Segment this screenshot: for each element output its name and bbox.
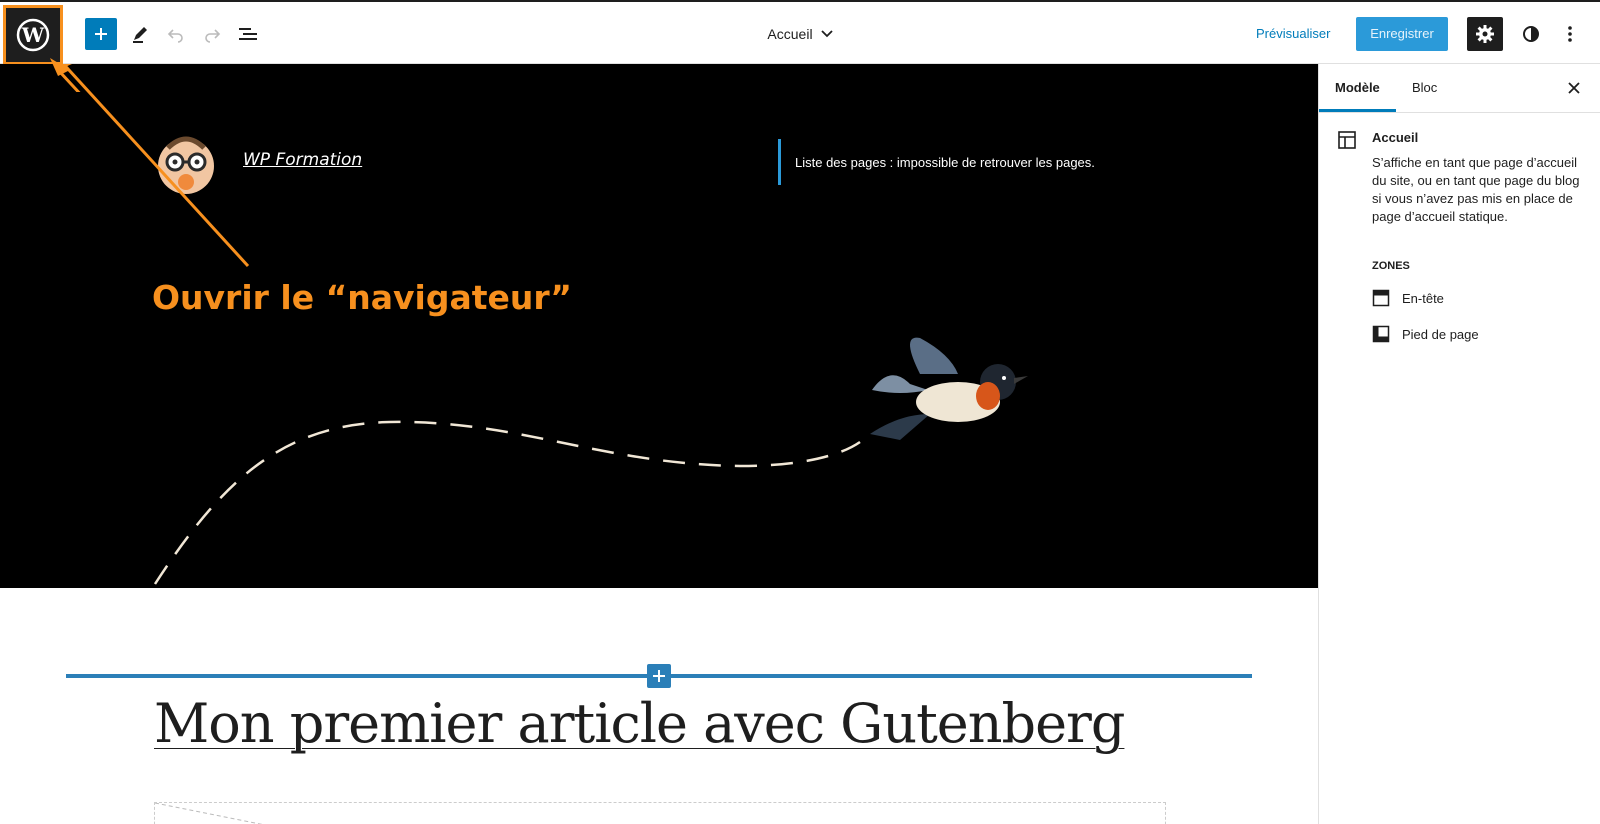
contrast-icon (1521, 24, 1541, 44)
annotation-arrowhead (44, 52, 84, 92)
sidebar-tabs (1319, 64, 1600, 113)
site-title-link[interactable]: WP Formation (243, 150, 363, 170)
chevron-down-icon (821, 30, 833, 38)
vertical-ellipsis-icon (1567, 25, 1573, 43)
plus-icon (652, 669, 666, 683)
template-layout-icon (1337, 130, 1357, 150)
block-inserter-button[interactable] (647, 664, 671, 688)
placeholder-diagonal (155, 803, 1165, 824)
zone-label: Pied de page (1402, 326, 1479, 342)
wordpress-icon (15, 17, 51, 53)
template-title: Accueil (1372, 130, 1419, 145)
preview-button[interactable]: Prévisualiser (1256, 26, 1331, 41)
zones-heading: ZONES (1372, 260, 1410, 272)
document-title-dropdown[interactable] (700, 2, 900, 66)
site-header-cover[interactable] (0, 64, 1318, 588)
close-icon (1568, 82, 1580, 94)
style-toggle-button[interactable] (1515, 18, 1547, 50)
zone-item-header[interactable] (1372, 286, 1444, 310)
header-zone-icon (1372, 289, 1390, 307)
close-sidebar-button[interactable] (1564, 78, 1584, 98)
redo-icon (202, 24, 222, 44)
list-view-button[interactable] (232, 18, 264, 50)
tools-button[interactable] (124, 18, 156, 50)
gear-icon (1475, 24, 1495, 44)
footer-zone-icon (1372, 325, 1390, 343)
plus-icon (93, 26, 109, 42)
featured-image-placeholder[interactable] (154, 802, 1166, 824)
settings-toggle-button[interactable] (1467, 17, 1503, 51)
undo-icon (166, 24, 186, 44)
save-button[interactable]: Enregistrer (1356, 17, 1448, 51)
tab-block[interactable]: Bloc (1412, 80, 1438, 95)
add-block-button[interactable] (85, 18, 117, 50)
redo-button[interactable] (196, 18, 228, 50)
zone-label: En-tête (1402, 290, 1444, 306)
post-title[interactable]: Mon premier article avec Gutenberg (154, 692, 1125, 755)
svg-text:W: W (21, 23, 45, 47)
undo-button[interactable] (160, 18, 192, 50)
editor-top-toolbar (0, 0, 1600, 64)
page-list-notice-text: Liste des pages : impossible de retrouver les pages. (795, 154, 1095, 170)
template-description: S’affiche en tant que page d’accueil du site, ou en tant que page du blog si vous n’avez pas mis en place de page d’accueil statique. (1372, 155, 1580, 224)
editor-canvas[interactable] (0, 64, 1318, 824)
list-view-icon (237, 24, 259, 44)
document-title: Accueil (767, 26, 813, 42)
tab-template[interactable]: Modèle (1319, 64, 1396, 112)
zone-item-footer[interactable] (1372, 322, 1479, 346)
settings-sidebar (1318, 64, 1600, 824)
annotation-label: Ouvrir le “navigateur” (152, 278, 572, 317)
more-options-button[interactable] (1554, 18, 1586, 50)
pencil-icon (130, 24, 150, 44)
